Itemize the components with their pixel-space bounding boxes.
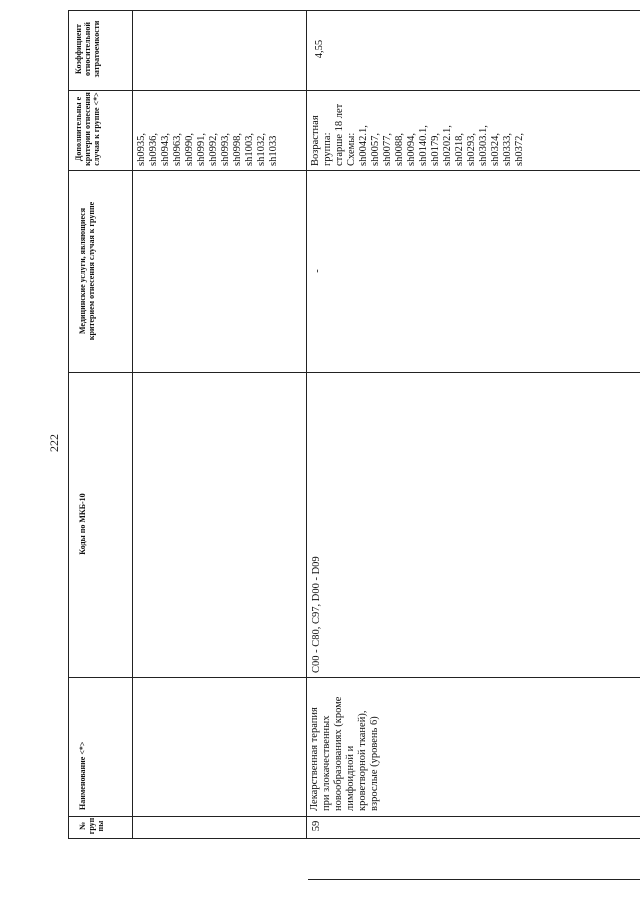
scheme-code: sh0992,: [208, 133, 219, 166]
criteria-line: sh0094,: [406, 133, 417, 166]
criteria-line: sh0218,: [454, 133, 465, 166]
scheme-code: sh1033: [268, 135, 279, 166]
scheme-code: sh0993,: [220, 133, 231, 166]
column-border-left: [68, 838, 640, 839]
prev-row-extra-criteria: [136, 90, 304, 168]
row-border: [132, 10, 133, 838]
row-59-group-num: 59: [311, 820, 322, 832]
column-border: [68, 816, 640, 817]
column-border-right: [68, 10, 640, 11]
criteria-line: sh0179,: [430, 133, 441, 166]
name-line: взрослые (уровень 6): [369, 716, 380, 811]
criteria-line: sh0324,: [490, 133, 501, 166]
name-line: кроветворной тканей),: [357, 710, 368, 811]
name-line: Лекарственная терапия: [309, 707, 320, 811]
scheme-code: sh0998,: [232, 133, 243, 166]
criteria-line: sh0042.1,: [358, 125, 369, 166]
row-border: [306, 10, 307, 838]
criteria-line: sh0140.1,: [418, 125, 429, 166]
row-59-services: -: [312, 269, 323, 273]
header-extra-criteria: Дополнительны е критерии отнесения случая к группе <*>: [74, 92, 101, 166]
criteria-line: группа:: [322, 132, 333, 166]
row-59-coefficient: 4,55: [314, 39, 325, 59]
scheme-code: sh1032,: [256, 133, 267, 166]
criteria-line: sh0077,: [382, 133, 393, 166]
row-59-extra-criteria: [309, 90, 539, 168]
header-name: Наименование <*>: [78, 741, 87, 810]
row-59-name: [309, 678, 399, 814]
scheme-code: sh0990,: [184, 133, 195, 166]
scheme-code: sh0936,: [148, 133, 159, 166]
header-icd-codes: Коды по МКБ-10: [78, 493, 87, 555]
row-59-icd-codes: C00 - C80, C97, D00 - D09: [311, 556, 322, 673]
criteria-line: Схемы:: [346, 132, 357, 166]
name-line: при злокачественных: [321, 715, 332, 811]
criteria-line: sh0057,: [370, 133, 381, 166]
criteria-line: sh0372,: [514, 133, 525, 166]
footer-rule: [308, 879, 640, 880]
column-border: [68, 372, 640, 373]
criteria-line: Возрастная: [310, 115, 321, 166]
criteria-line: sh0303.1,: [478, 125, 489, 166]
scheme-code: sh0991,: [196, 133, 207, 166]
header-group-num: № груп пы: [78, 817, 105, 835]
criteria-line: sh0293,: [466, 133, 477, 166]
scheme-code: sh0943,: [160, 133, 171, 166]
column-border: [68, 170, 640, 171]
criteria-line: sh0088,: [394, 133, 405, 166]
criteria-line: sh0202.1,: [442, 125, 453, 166]
page-number: 222: [47, 434, 61, 452]
scheme-code: sh0935,: [136, 133, 147, 166]
scheme-code: sh0963,: [172, 133, 183, 166]
criteria-line: старше 18 лет: [334, 103, 345, 166]
name-line: новообразованиях (кроме: [333, 696, 344, 811]
name-line: лимфоидной и: [345, 745, 356, 811]
header-coefficient: Коэффициент относительной затратоемкости: [74, 20, 101, 78]
header-services: Медицинские услуги, являющиеся критерием отнесения случая к группе: [78, 201, 96, 341]
criteria-line: sh0333,: [502, 133, 513, 166]
scheme-code: sh1003,: [244, 133, 255, 166]
